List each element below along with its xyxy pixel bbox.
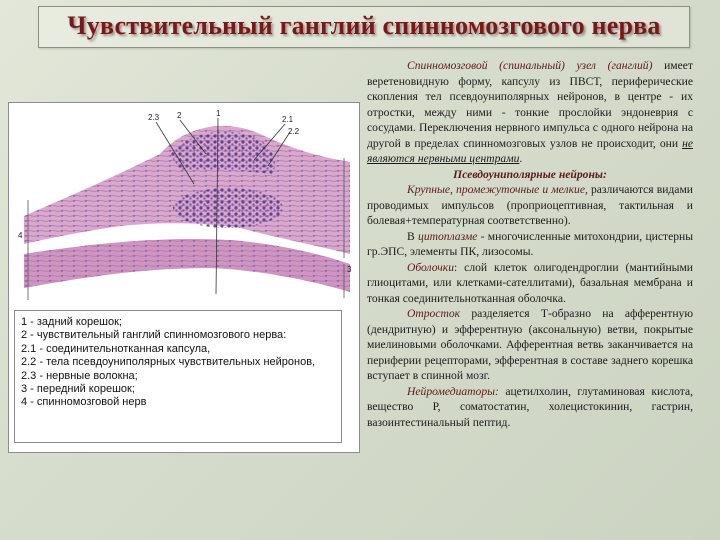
section-heading: Псевдоуниполярные нейроны:: [453, 167, 607, 181]
legend-item: 2.1 - соединительнотканная капсула,: [21, 342, 211, 355]
paragraph-text: В: [407, 229, 419, 243]
paragraph-mediators: [367, 384, 693, 431]
marker-2: 2: [177, 111, 182, 120]
paragraph-cytoplasm: [367, 229, 693, 260]
legend-item: 2 - чувствительный ганглий спинномозгового нерва:: [21, 329, 287, 342]
term-process: Отросток: [407, 307, 461, 320]
term-sizes: Крупные, промежуточные и мелкие,: [407, 183, 588, 196]
term-cytoplasm: цитоплазме: [418, 229, 478, 243]
marker-4: 4: [18, 231, 23, 240]
paragraph-sheaths: [367, 260, 693, 307]
slide-title: Чувствительный ганглий спинномозгового нерва: [67, 11, 661, 40]
marker-2-3: 2.3: [148, 113, 160, 122]
paragraph-text: разделяется Т-образно на афферентную (дендритную) и эфферентную (аксональную) ветви, покрытые миелиновыми оболочками. Афферентная ветвь заканчивается на периферии рецепторами, эфферентная в составе заднего корешка вступает в спинной мозг.: [367, 307, 693, 382]
paragraph-text: - многочисленные митохондрии, цистерны гр.ЭПС, элементы ПК, лизосомы.: [367, 229, 694, 258]
marker-2-1: 2.1: [282, 115, 294, 124]
underlined-phrase: не являются нервными центрами: [367, 136, 693, 165]
paragraph-text: ацетилхолин, глутаминовая кислота, вещество Р, соматостатин, холецистокинин, гастрин, вазоинтестинальный пептид.: [367, 384, 693, 429]
neuron-cluster-lower: [173, 188, 283, 228]
legend-item: 2.3 - нервные волокна;: [21, 369, 138, 382]
paragraph-text: .: [519, 152, 523, 165]
description-text: [367, 58, 693, 430]
term-mediators: Нейромедиаторы:: [407, 384, 499, 398]
paragraph-text: : слой клеток олигодендроглии (мантийными глиоцитами, или клетками-сателлитами), базальная мембрана и тонкая соединительнотканная оболочка.: [367, 260, 693, 305]
marker-2-2: 2.2: [288, 127, 300, 136]
legend-item: 1 - задний корешок;: [21, 316, 122, 328]
marker-3: 3: [347, 265, 352, 274]
title-box: [38, 6, 690, 48]
figure-legend: [14, 310, 342, 443]
paragraph-process: [367, 306, 693, 384]
term-ganglion: Спинномозговой (спинальный) узел (ганглий): [407, 59, 653, 72]
legend-item: 3 - передний корешок;: [21, 383, 135, 396]
ganglion-micrograph: [10, 104, 358, 304]
marker-1: 1: [216, 109, 221, 118]
paragraph-text: имеет веретеновидную форму, капсулу из ПВСТ, периферические скопления тел псевдоуниполярных нейронов, в центре - их отростки, между ними - тонкие прослойки эндоневрия с сосудами. Переключения нервного импульса с одного нейрона на другой в пределах спинномозговых узлов не происходит, они: [367, 59, 693, 150]
figure-panel: [8, 102, 360, 453]
paragraph-text: различаются видами проводимых импульсов (проприоцептивная, тактильная и болевая+температурная соответственно).: [367, 183, 693, 227]
legend-item: 4 - спинномозговой нерв: [21, 396, 147, 409]
paragraph-ganglion: [367, 58, 693, 167]
legend-item: 2.2 - тела псевдоуниполярных чувствительных нейронов,: [21, 356, 316, 369]
term-sheaths: Оболочки: [407, 260, 455, 274]
paragraph-types: [367, 182, 693, 229]
heading-neurons: [367, 167, 693, 183]
